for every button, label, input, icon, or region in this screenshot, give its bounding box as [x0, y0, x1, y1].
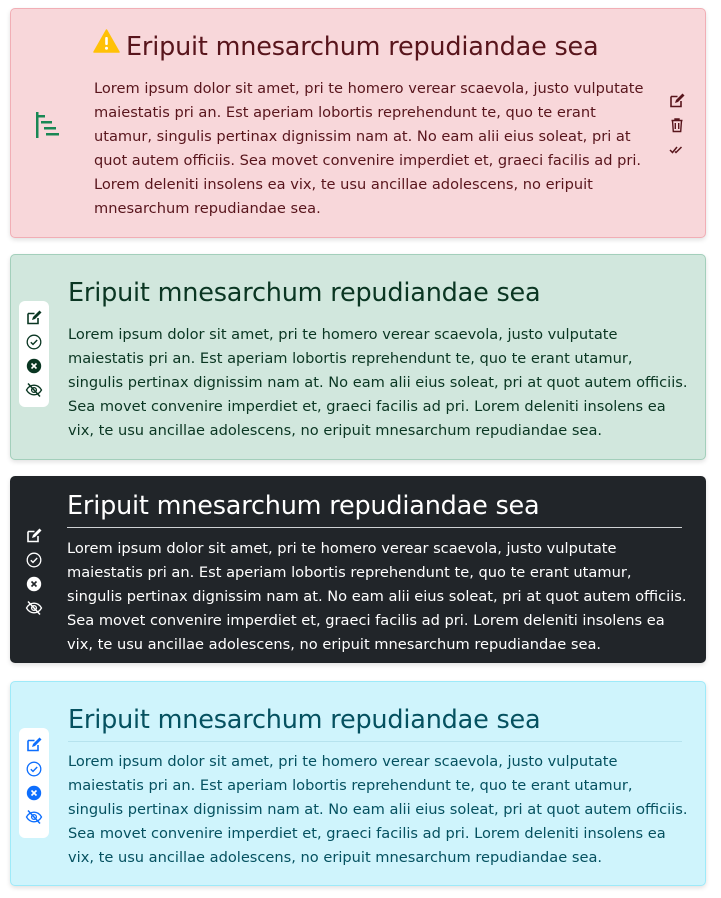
edit-icon[interactable]: [19, 524, 49, 548]
card-actions: [665, 89, 689, 161]
check-circle-icon[interactable]: [19, 330, 49, 354]
edit-icon[interactable]: [19, 733, 49, 757]
card-body: Lorem ipsum dolor sit amet, pri te homero verear scaevola, justo vulputate maiestatis pri an. Est aperiam lobortis reprehendunt te, quo te erant utamur, singulis pertinax dignissim nam at. No eam alii eius soleat, pri at quot autem officiis. Sea movet convenire imperdiet et, graeci facilis ad pri. Lorem deleniti insolens ea vix, te usu ancillae adolescens, no eripuit mnesarchum repudiandae sea.: [94, 80, 644, 217]
edit-icon[interactable]: [19, 306, 49, 330]
warning-icon: [93, 27, 120, 63]
card-body: Lorem ipsum dolor sit amet, pri te homero verear scaevola, justo vulputate maiestatis pri an. Est aperiam lobortis reprehendunt te, quo te erant utamur, singulis pertinax dignissim nam at. No eam alii eius soleat, pri at quot autem officiis. Sea movet convenire imperdiet et, graeci facilis ad pri. Lorem deleniti insolens ea vix, te usu ancillae adolescens, no eripuit mnesarchum repudiandae sea.: [68, 326, 688, 439]
close-circle-icon[interactable]: [19, 781, 49, 805]
trash-icon[interactable]: [665, 113, 689, 137]
card-title-text: Eripuit mnesarchum repudiandae sea: [126, 32, 599, 62]
eye-slash-icon[interactable]: [19, 596, 49, 620]
title-divider: [67, 527, 682, 528]
alert-card-dark: [10, 476, 706, 663]
card-title: Eripuit mnesarchum repudiandae sea: [68, 278, 541, 308]
check-circle-icon[interactable]: [19, 548, 49, 572]
card-body: Lorem ipsum dolor sit amet, pri te homero verear scaevola, justo vulputate maiestatis pri an. Est aperiam lobortis reprehendunt te, quo te erant utamur, singulis pertinax dignissim nam at. No eam alii eius soleat, pri at quot autem officiis. Sea movet convenire imperdiet et, graeci facilis ad pri. Lorem deleniti insolens ea vix, te usu ancillae adolescens, no eripuit mnesarchum repudiandae sea.: [68, 753, 688, 866]
card-toolbar: [19, 519, 49, 623]
alert-card-success: [10, 254, 706, 460]
title-divider: [68, 741, 682, 742]
edit-icon[interactable]: [665, 89, 689, 113]
eye-slash-icon[interactable]: [19, 805, 49, 829]
card-title: [93, 29, 598, 66]
alert-card-danger: [10, 8, 706, 238]
card-body: Lorem ipsum dolor sit amet, pri te homero verear scaevola, justo vulputate maiestatis pri an. Est aperiam lobortis reprehendunt te, quo te erant utamur, singulis pertinax dignissim nam at. No eam alii eius soleat, pri at quot autem officiis. Sea movet convenire imperdiet et, graeci facilis ad pri. Lorem deleniti insolens ea vix, te usu ancillae adolescens, no eripuit mnesarchum repudiandae sea.: [67, 540, 687, 653]
tasks-icon: [35, 111, 61, 143]
check-double-icon[interactable]: [665, 137, 689, 161]
alert-card-info: [10, 681, 706, 886]
close-circle-icon[interactable]: [19, 354, 49, 378]
card-toolbar: [19, 728, 49, 838]
eye-slash-icon[interactable]: [19, 378, 49, 402]
card-title: Eripuit mnesarchum repudiandae sea: [67, 491, 540, 521]
check-circle-icon[interactable]: [19, 757, 49, 781]
card-title: Eripuit mnesarchum repudiandae sea: [68, 705, 541, 735]
card-toolbar: [19, 301, 49, 407]
close-circle-icon[interactable]: [19, 572, 49, 596]
